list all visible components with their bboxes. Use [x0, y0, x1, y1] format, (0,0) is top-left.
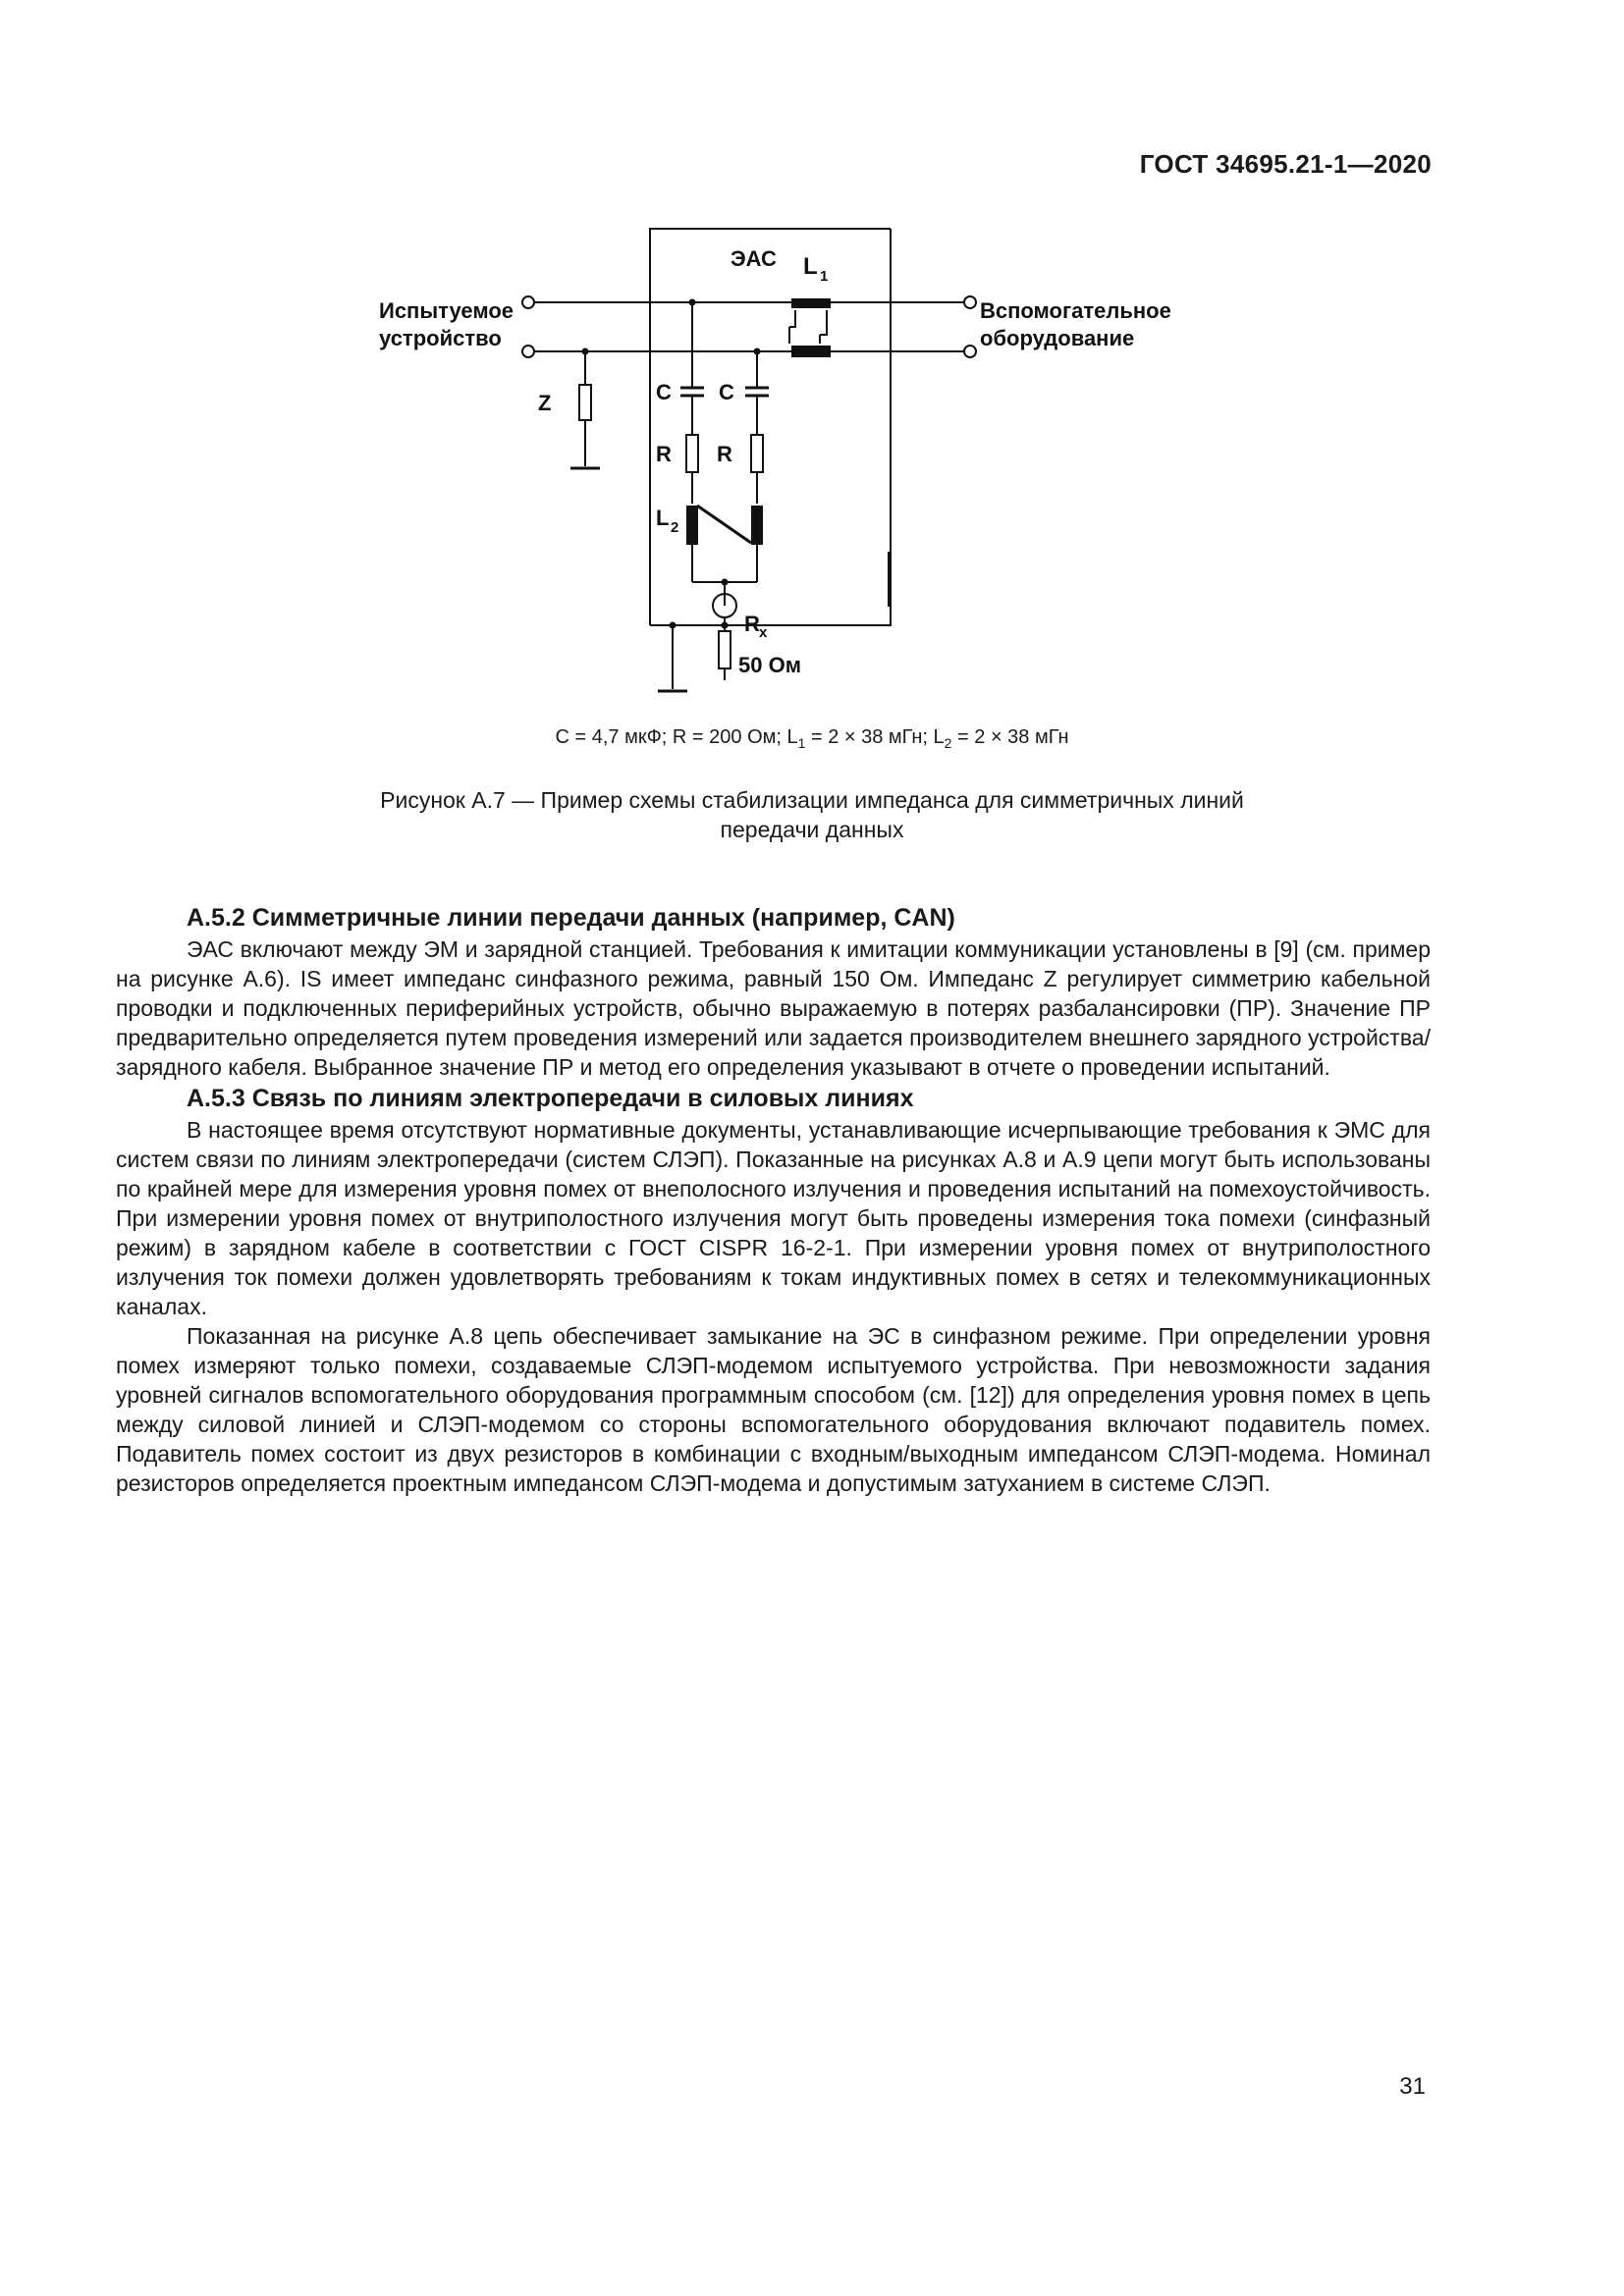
l1-bottom-bar	[791, 346, 831, 357]
r-right-resistor	[751, 435, 763, 472]
c-right-label: C	[719, 380, 734, 404]
circuit-diagram	[373, 221, 1178, 712]
ohm-label: 50 Ом	[738, 653, 801, 677]
caption-line-2: передачи данных	[720, 817, 904, 842]
section-heading-a53: А.5.3 Связь по линиям электропередачи в силовых линиях	[187, 1085, 914, 1112]
l1-top-bar	[791, 298, 831, 308]
page-number: 31	[1399, 2073, 1426, 2100]
terminal-left-top	[522, 296, 534, 308]
circuit-figure	[373, 221, 1178, 712]
l1-subscript: 1	[820, 268, 829, 285]
eac-label: ЭАС	[731, 246, 777, 271]
terminal-right-bottom	[964, 346, 976, 357]
rx-label: R	[744, 612, 760, 636]
terminal-right-top	[964, 296, 976, 308]
c-left-label: C	[656, 380, 672, 404]
l2-left-bar	[686, 506, 698, 545]
eac-box	[650, 229, 891, 625]
left-device-label-2: устройство	[379, 326, 502, 350]
l2-label: L	[656, 506, 670, 530]
section-heading-a52: А.5.2 Симметричные линии передачи данных (например, CAN)	[187, 904, 955, 932]
rx-resistor	[719, 631, 731, 668]
r-right-label: R	[717, 442, 732, 466]
right-device-label-2: оборудование	[980, 326, 1135, 350]
l1-label: L	[803, 253, 818, 280]
rx-subscript: x	[759, 624, 768, 641]
z-resistor	[579, 385, 591, 420]
l2-subscript: 2	[671, 519, 679, 536]
r-left-resistor	[686, 435, 698, 472]
paragraph: В настоящее время отсутствуют нормативные документы, устанавливающие исчерпывающие требования к ЭМС для систем связи по линиям электропередачи (систем СЛЭП). Показанные на рисунках А.8 и А.9 цепи могут быть использованы по крайней мере для измерения уровня помех от внеполосного излучения и проведения испытаний на помехоустойчивость. При измерении уровня помех от внутриполостного излучения могут быть проведены измерения тока помехи (синфазный режим) в зарядном кабеле в соответствии с ГОСТ CISPR 16-2-1. При измерении уровня помех от внутриполостного излучения ток помехи должен удовлетворять требованиям к токам индуктивных помех в сетях и телекоммуникационных каналах.	[116, 1117, 1431, 1319]
paragraph: ЭАС включают между ЭМ и зарядной станцией. Требования к имитации коммуникации установлены в [9] (см. пример на рисунке А.6). IS имеет импеданс синфазного режима, равный 150 Ом. Импеданс Z регулирует симметрию кабельной проводки и подключенных периферийных устройств, обычно выражаемую в потерях разбалансировки (ПР). Значение ПР предварительно определяется путем проведения измерений или задается производителем внешнего зарядного устройства/зарядного кабеля. Выбранное значение ПР и метод его определения указывают в отчете о проведении испытаний.	[116, 936, 1431, 1080]
terminal-left-bottom	[522, 346, 534, 357]
l2-right-bar	[751, 506, 763, 545]
z-label: Z	[538, 391, 552, 415]
figure-legend: C = 4,7 мкФ; R = 200 Ом; $L_1 = 2 \times 38$ мГн; $L_2 = 2 \times 38$ мГн	[555, 726, 1069, 751]
document-body	[116, 901, 1431, 1498]
paragraph: Показанная на рисунке А.8 цепь обеспечивает замыкание на ЭС в синфазном режиме. При определении уровня помех измеряют только помехи, создаваемые СЛЭП-модемом испытуемого устройства. При невозможности задания уровней сигналов вспомогательного оборудования программным способом (см. [12]) для определения уровня помех в цепь между силовой линией и СЛЭП-модемом со стороны вспомогательного оборудования включают подавитель помех. Подавитель помех состоит из двух резисторов в комбинации с входным/выходным импедансом СЛЭП-модема. Номинал резисторов определяется проектным импедансом СЛЭП-модема и допустимым затуханием в системе СЛЭП.	[116, 1323, 1431, 1496]
caption-line-1: Рисунок А.7 — Пример схемы стабилизации импеданса для симметричных линий	[380, 787, 1244, 813]
right-device-label-1: Вспомогательное	[980, 298, 1171, 323]
left-device-label-1: Испытуемое	[379, 298, 514, 323]
document-number: ГОСТ 34695.21-1—2020	[1139, 149, 1432, 179]
figure-caption	[0, 785, 1624, 844]
r-left-label: R	[656, 442, 672, 466]
